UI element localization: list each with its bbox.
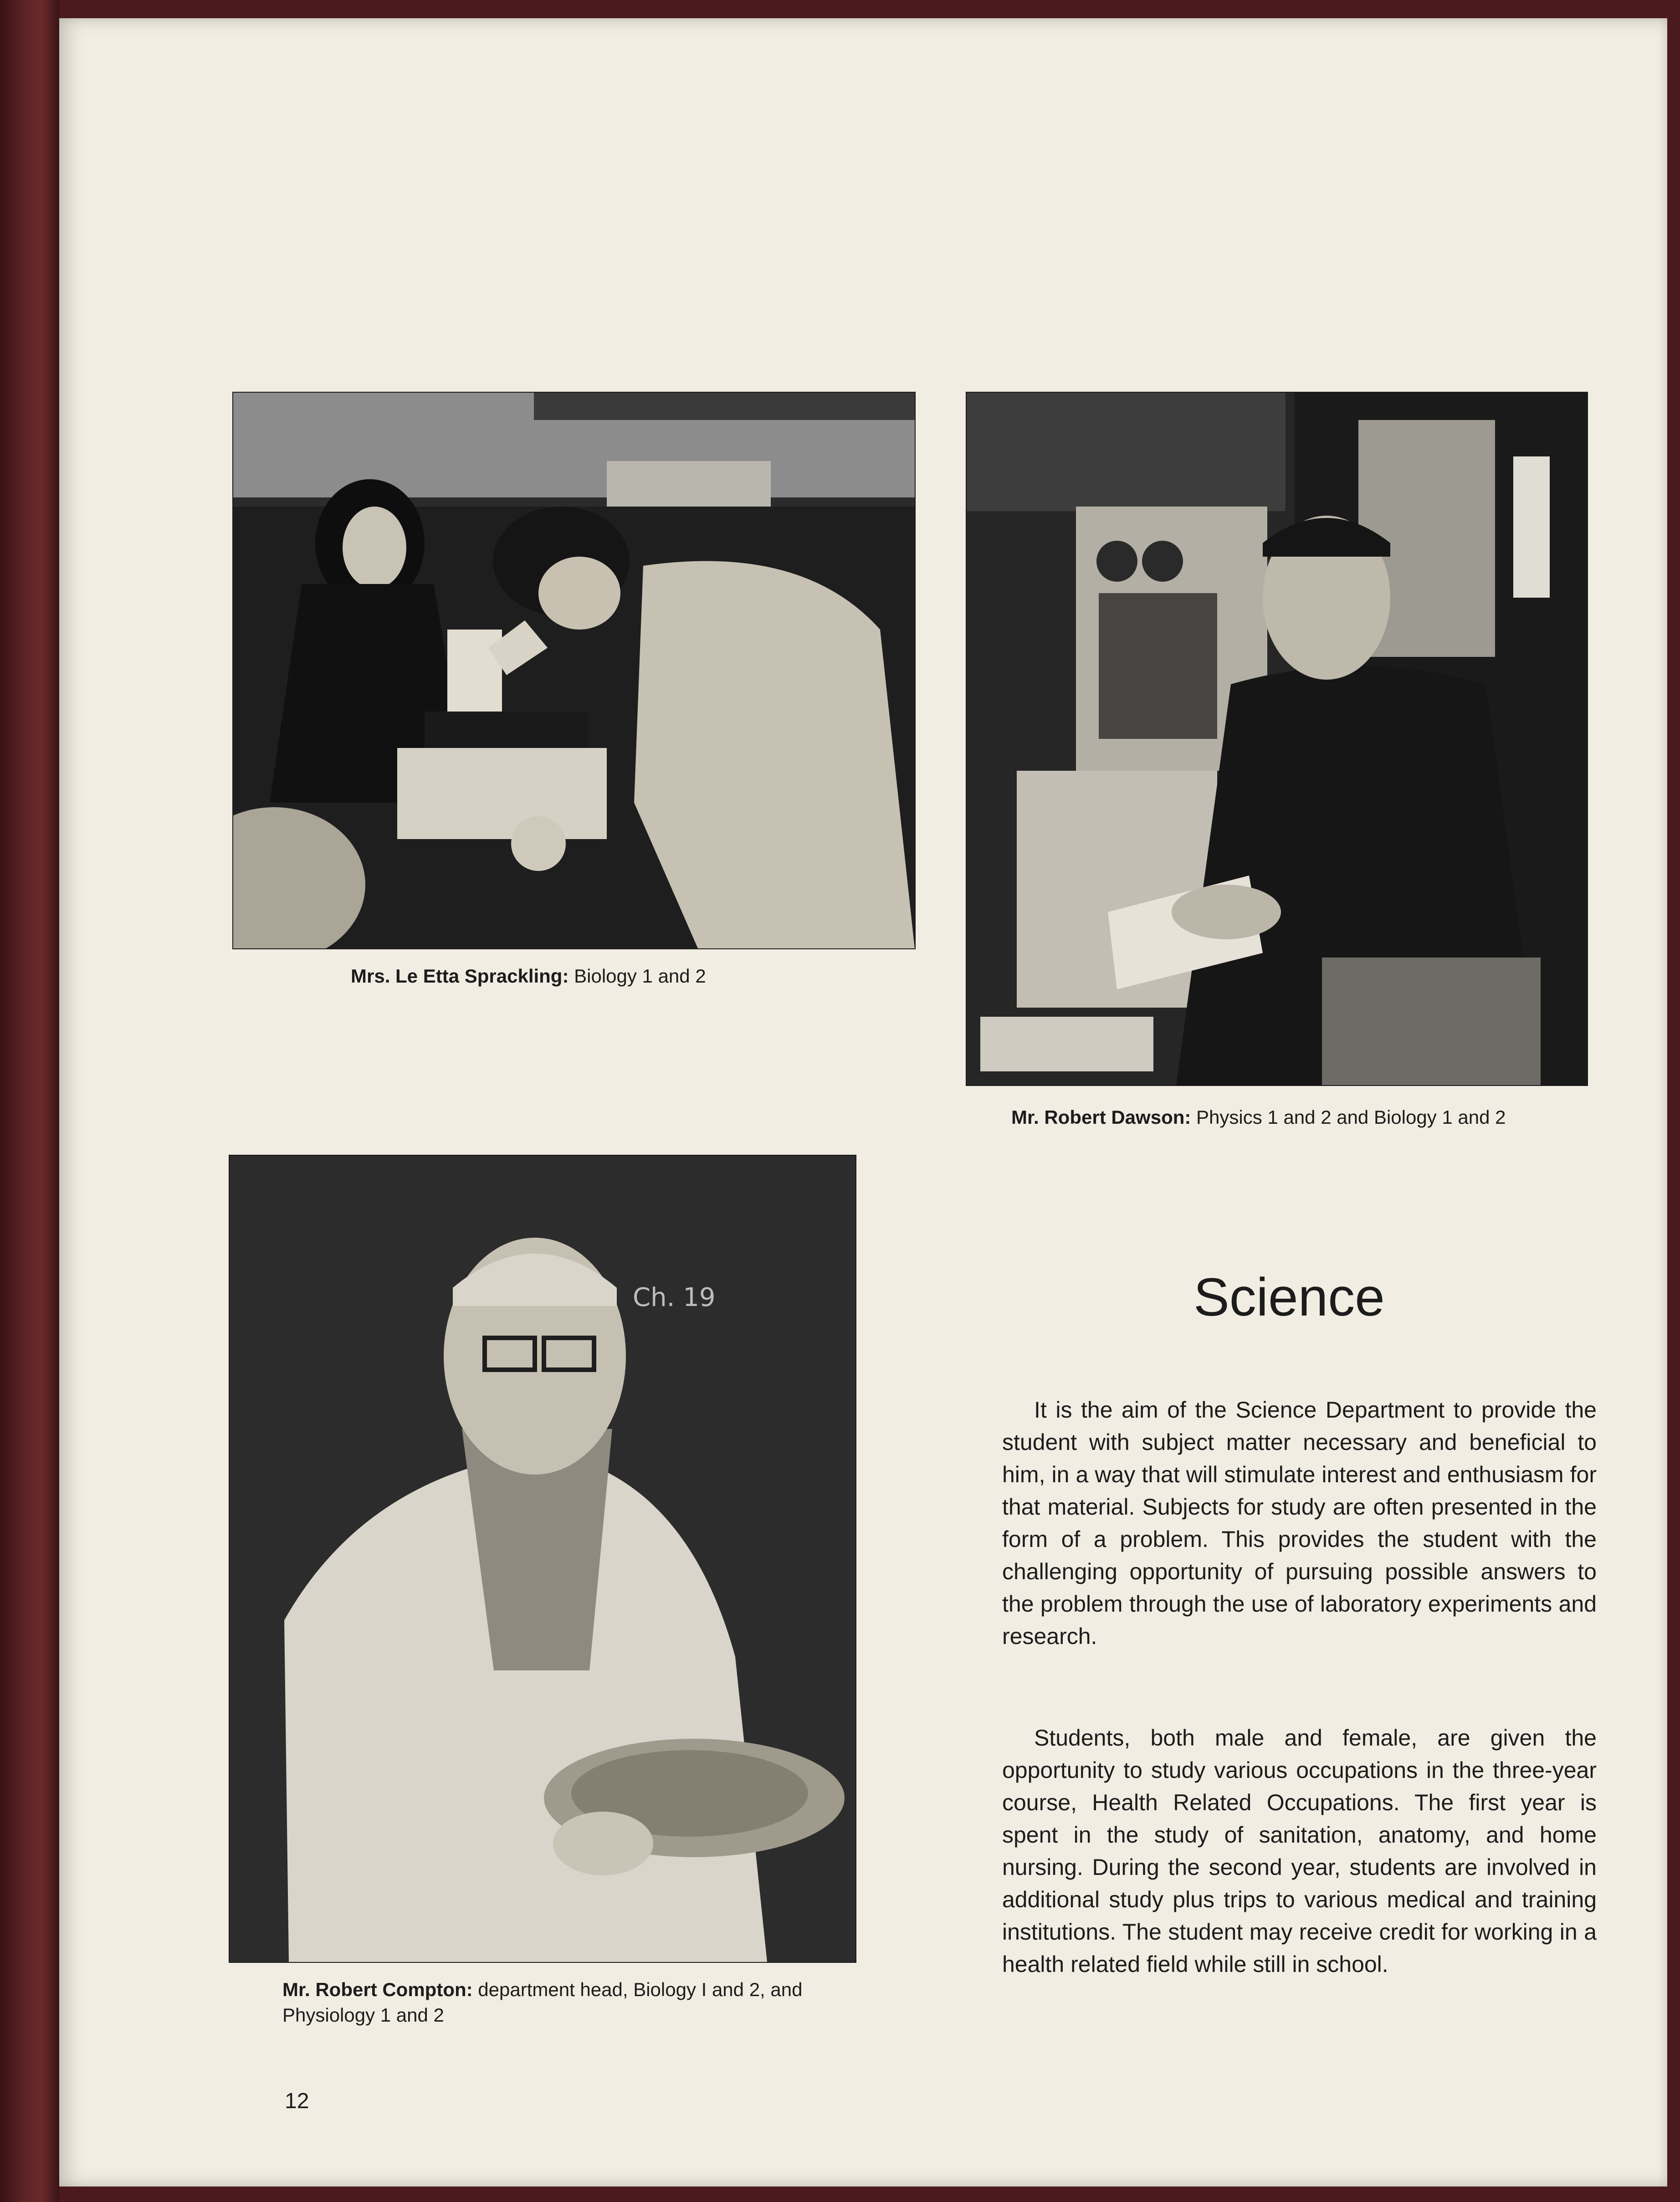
page-number: 12 — [285, 2089, 309, 2113]
photo-sprackling-microscope — [232, 392, 916, 949]
page-title: Science — [1193, 1267, 1385, 1327]
chalkboard-text: Ch. 19 — [633, 1283, 716, 1312]
caption-name: Mr. Robert Compton: — [282, 1979, 473, 2000]
caption-text: department head, Biology I and 2, and Physiology 1 and 2 — [282, 1979, 803, 2026]
book-binding — [0, 0, 59, 2202]
caption-text: Physics 1 and 2 and Biology 1 and 2 — [1191, 1106, 1506, 1128]
caption-name: Mrs. Le Etta Sprackling: — [351, 965, 569, 987]
caption-sprackling — [351, 963, 852, 989]
yearbook-page — [59, 18, 1667, 2187]
photo-dawson-physics — [966, 392, 1588, 1086]
caption-name: Mr. Robert Dawson: — [1011, 1106, 1191, 1128]
body-paragraph-2: Students, both male and female, are given the opportunity to study various occupations in the three-year course, Health Related Occupations. The first year is spent in the study of sanitation, anatomy, and home nursing. During the second year, students are involved in additional study plus trips to various medical and training institutions. The student may receive credit for working in a health related field while still in school. — [1002, 1725, 1597, 1977]
caption-dawson — [1011, 1105, 1572, 1130]
photo-compton-chalkboard — [229, 1155, 856, 1963]
body-paragraph-1: It is the aim of the Science Department to provide the student with subject matter necessary and beneficial to him, in a way that will stimulate interest and enthusiasm for that material. Subjects for study are often presented in the form of a problem. This provides the student with the challenging opportunity of pursuing possible answers to the problem through the use of laboratory experiments and research. — [1002, 1397, 1597, 1649]
caption-text: Biology 1 and 2 — [569, 965, 706, 987]
caption-compton — [282, 1977, 861, 2028]
